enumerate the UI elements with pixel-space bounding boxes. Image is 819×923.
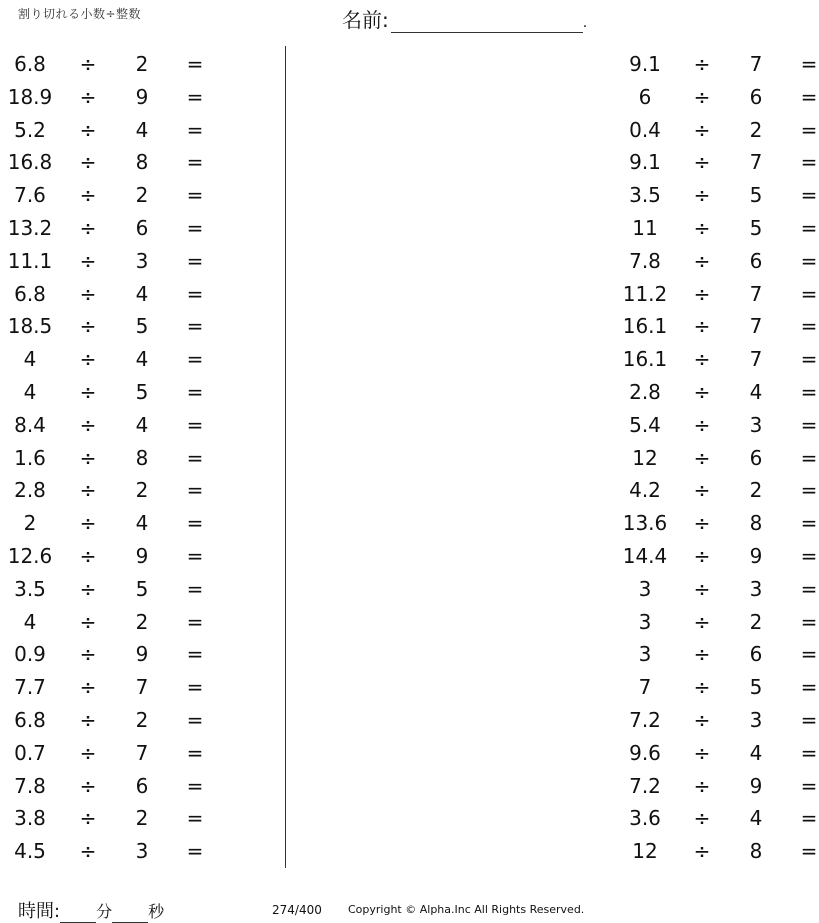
equals-sign: = — [186, 707, 204, 732]
divisor: 2 — [749, 609, 763, 634]
dividend: 2 — [23, 511, 37, 536]
equals-sign: = — [186, 248, 204, 273]
dividend: 9.6 — [629, 740, 661, 765]
divisor: 4 — [135, 412, 149, 437]
equals-sign: = — [800, 740, 818, 765]
equals-sign: = — [800, 511, 818, 536]
equals-sign: = — [800, 281, 818, 306]
dividend: 5.4 — [629, 412, 661, 437]
dividend: 12 — [632, 839, 658, 864]
dividend: 3 — [638, 642, 652, 667]
equals-sign: = — [800, 707, 818, 732]
division-sign: ÷ — [79, 839, 97, 864]
division-sign: ÷ — [79, 117, 97, 142]
dividend: 7.2 — [629, 773, 661, 798]
worksheet-title: 割り切れる小数÷整数 — [18, 7, 142, 21]
equals-sign: = — [800, 412, 818, 437]
equals-sign: = — [800, 248, 818, 273]
division-sign: ÷ — [693, 281, 711, 306]
division-sign: ÷ — [79, 183, 97, 208]
dividend: 3 — [638, 609, 652, 634]
divisor: 5 — [135, 379, 149, 404]
dividend: 4.5 — [14, 839, 46, 864]
dividend: 11 — [632, 215, 658, 240]
divisor: 3 — [749, 707, 763, 732]
equals-sign: = — [800, 478, 818, 503]
equals-sign: = — [186, 543, 204, 568]
dividend: 3.5 — [629, 183, 661, 208]
equals-sign: = — [186, 84, 204, 109]
division-sign: ÷ — [79, 478, 97, 503]
divisor: 7 — [135, 675, 149, 700]
division-sign: ÷ — [79, 52, 97, 76]
division-sign: ÷ — [693, 215, 711, 240]
equals-sign: = — [186, 511, 204, 536]
equals-sign: = — [800, 314, 818, 339]
divisor: 6 — [749, 84, 763, 109]
divisor: 2 — [135, 707, 149, 732]
name-label: 名前: — [342, 8, 389, 32]
equals-sign: = — [800, 52, 818, 76]
equals-sign: = — [800, 773, 818, 798]
dividend: 11.2 — [622, 281, 668, 306]
division-sign: ÷ — [693, 347, 711, 372]
division-sign: ÷ — [693, 642, 711, 667]
divisor: 6 — [749, 248, 763, 273]
divisor: 3 — [749, 576, 763, 601]
dividend: 7.8 — [14, 773, 46, 798]
dividend: 16.1 — [622, 314, 668, 339]
division-sign: ÷ — [79, 150, 97, 175]
seconds-label: 秒 — [148, 902, 165, 921]
equals-sign: = — [186, 314, 204, 339]
equals-sign: = — [800, 379, 818, 404]
column-divider — [285, 46, 286, 868]
equals-sign: = — [186, 379, 204, 404]
dividend: 4 — [23, 347, 37, 372]
divisor: 2 — [749, 117, 763, 142]
divisor: 4 — [749, 379, 763, 404]
divisor: 8 — [135, 445, 149, 470]
equals-sign: = — [186, 281, 204, 306]
dividend: 6 — [638, 84, 652, 109]
divisor: 5 — [749, 183, 763, 208]
equals-sign: = — [186, 740, 204, 765]
equals-sign: = — [800, 543, 818, 568]
dividend: 7.6 — [14, 183, 46, 208]
equals-sign: = — [800, 84, 818, 109]
equals-sign: = — [800, 609, 818, 634]
division-sign: ÷ — [693, 478, 711, 503]
dividend: 3.6 — [629, 806, 661, 831]
divisor: 6 — [749, 445, 763, 470]
division-sign: ÷ — [79, 379, 97, 404]
minutes-label: 分 — [96, 902, 113, 921]
divisor: 2 — [135, 609, 149, 634]
equals-sign: = — [186, 478, 204, 503]
seconds-blank[interactable] — [112, 904, 148, 923]
equals-sign: = — [800, 675, 818, 700]
dividend: 11.1 — [7, 248, 53, 273]
equals-sign: = — [186, 150, 204, 175]
divisor: 5 — [135, 314, 149, 339]
dividend: 2.8 — [629, 379, 661, 404]
divisor: 3 — [749, 412, 763, 437]
divisor: 5 — [749, 215, 763, 240]
division-sign: ÷ — [693, 806, 711, 831]
division-sign: ÷ — [693, 740, 711, 765]
dividend: 2.8 — [14, 478, 46, 503]
division-sign: ÷ — [79, 740, 97, 765]
dividend: 6.8 — [14, 281, 46, 306]
dividend: 18.5 — [7, 314, 53, 339]
divisor: 5 — [749, 675, 763, 700]
dividend: 3 — [638, 576, 652, 601]
divisor: 2 — [135, 52, 149, 76]
dividend: 12.6 — [7, 543, 53, 568]
division-sign: ÷ — [79, 215, 97, 240]
divisor: 4 — [749, 740, 763, 765]
divisor: 4 — [135, 281, 149, 306]
dividend: 6.8 — [14, 707, 46, 732]
division-sign: ÷ — [693, 773, 711, 798]
division-sign: ÷ — [693, 412, 711, 437]
division-sign: ÷ — [693, 248, 711, 273]
divisor: 6 — [135, 215, 149, 240]
dividend: 7.8 — [629, 248, 661, 273]
name-end-mark: . — [582, 15, 588, 31]
divisor: 8 — [135, 150, 149, 175]
division-sign: ÷ — [693, 379, 711, 404]
equals-sign: = — [186, 675, 204, 700]
division-sign: ÷ — [79, 248, 97, 273]
divisor: 8 — [749, 511, 763, 536]
equals-sign: = — [186, 215, 204, 240]
divisor: 7 — [135, 740, 149, 765]
dividend: 9.1 — [629, 150, 661, 175]
division-sign: ÷ — [79, 707, 97, 732]
division-sign: ÷ — [693, 117, 711, 142]
equals-sign: = — [186, 642, 204, 667]
divisor: 4 — [749, 806, 763, 831]
divisor: 2 — [135, 183, 149, 208]
divisor: 9 — [135, 84, 149, 109]
divisor: 7 — [749, 52, 763, 76]
dividend: 14.4 — [622, 543, 668, 568]
equals-sign: = — [186, 839, 204, 864]
dividend: 8.4 — [14, 412, 46, 437]
divisor: 6 — [135, 773, 149, 798]
divisor: 9 — [749, 543, 763, 568]
copyright-notice: Copyright © Alpha.Inc All Rights Reserved. — [348, 903, 585, 916]
divisor: 5 — [135, 576, 149, 601]
dividend: 16.8 — [7, 150, 53, 175]
dividend: 7.7 — [14, 675, 46, 700]
division-sign: ÷ — [693, 314, 711, 339]
equals-sign: = — [800, 215, 818, 240]
dividend: 0.9 — [14, 642, 46, 667]
division-sign: ÷ — [693, 543, 711, 568]
division-sign: ÷ — [693, 150, 711, 175]
equals-sign: = — [800, 445, 818, 470]
dividend: 0.4 — [629, 117, 661, 142]
division-sign: ÷ — [79, 576, 97, 601]
equals-sign: = — [186, 806, 204, 831]
dividend: 3.5 — [14, 576, 46, 601]
division-sign: ÷ — [79, 806, 97, 831]
equals-sign: = — [800, 642, 818, 667]
dividend: 4 — [23, 379, 37, 404]
dividend: 6.8 — [14, 52, 46, 76]
equals-sign: = — [186, 347, 204, 372]
dividend: 5.2 — [14, 117, 46, 142]
divisor: 3 — [135, 839, 149, 864]
dividend: 13.6 — [622, 511, 668, 536]
division-sign: ÷ — [79, 281, 97, 306]
dividend: 4.2 — [629, 478, 661, 503]
dividend: 7 — [638, 675, 652, 700]
division-sign: ÷ — [79, 314, 97, 339]
divisor: 7 — [749, 150, 763, 175]
equals-sign: = — [800, 347, 818, 372]
division-sign: ÷ — [693, 445, 711, 470]
equals-sign: = — [186, 412, 204, 437]
equals-sign: = — [186, 576, 204, 601]
division-sign: ÷ — [693, 609, 711, 634]
divisor: 7 — [749, 347, 763, 372]
divisor: 4 — [135, 347, 149, 372]
division-sign: ÷ — [79, 412, 97, 437]
equals-sign: = — [186, 183, 204, 208]
time-label: 時間: — [18, 901, 61, 922]
division-sign: ÷ — [693, 576, 711, 601]
divisor: 2 — [135, 478, 149, 503]
division-sign: ÷ — [693, 84, 711, 109]
equals-sign: = — [800, 117, 818, 142]
dividend: 3.8 — [14, 806, 46, 831]
division-sign: ÷ — [79, 445, 97, 470]
name-field — [342, 4, 587, 33]
division-sign: ÷ — [79, 642, 97, 667]
dividend: 18.9 — [7, 84, 53, 109]
divisor: 2 — [135, 806, 149, 831]
equals-sign: = — [186, 52, 204, 76]
division-sign: ÷ — [79, 773, 97, 798]
division-sign: ÷ — [693, 511, 711, 536]
equals-sign: = — [186, 445, 204, 470]
division-sign: ÷ — [693, 707, 711, 732]
division-sign: ÷ — [693, 839, 711, 864]
equals-sign: = — [186, 609, 204, 634]
dividend: 7.2 — [629, 707, 661, 732]
equals-sign: = — [800, 576, 818, 601]
equals-sign: = — [800, 183, 818, 208]
dividend: 0.7 — [14, 740, 46, 765]
division-sign: ÷ — [79, 84, 97, 109]
divisor: 4 — [135, 117, 149, 142]
equals-sign: = — [186, 117, 204, 142]
division-sign: ÷ — [693, 183, 711, 208]
divisor: 9 — [135, 543, 149, 568]
page-number: 274/400 — [272, 903, 322, 917]
division-sign: ÷ — [693, 675, 711, 700]
dividend: 1.6 — [14, 445, 46, 470]
name-blank[interactable] — [391, 14, 583, 33]
division-sign: ÷ — [79, 543, 97, 568]
division-sign: ÷ — [79, 609, 97, 634]
divisor: 9 — [749, 773, 763, 798]
equals-sign: = — [800, 839, 818, 864]
divisor: 8 — [749, 839, 763, 864]
dividend: 4 — [23, 609, 37, 634]
divisor: 6 — [749, 642, 763, 667]
divisor: 7 — [749, 314, 763, 339]
dividend: 16.1 — [622, 347, 668, 372]
divisor: 7 — [749, 281, 763, 306]
division-sign: ÷ — [79, 675, 97, 700]
division-sign: ÷ — [79, 347, 97, 372]
divisor: 4 — [135, 511, 149, 536]
dividend: 13.2 — [7, 215, 53, 240]
divisor: 9 — [135, 642, 149, 667]
divisor: 2 — [749, 478, 763, 503]
equals-sign: = — [186, 773, 204, 798]
equals-sign: = — [800, 150, 818, 175]
minutes-blank[interactable] — [60, 904, 96, 923]
division-sign: ÷ — [79, 511, 97, 536]
dividend: 12 — [632, 445, 658, 470]
time-record — [18, 897, 164, 923]
division-sign: ÷ — [693, 52, 711, 76]
equals-sign: = — [800, 806, 818, 831]
divisor: 3 — [135, 248, 149, 273]
dividend: 9.1 — [629, 52, 661, 76]
